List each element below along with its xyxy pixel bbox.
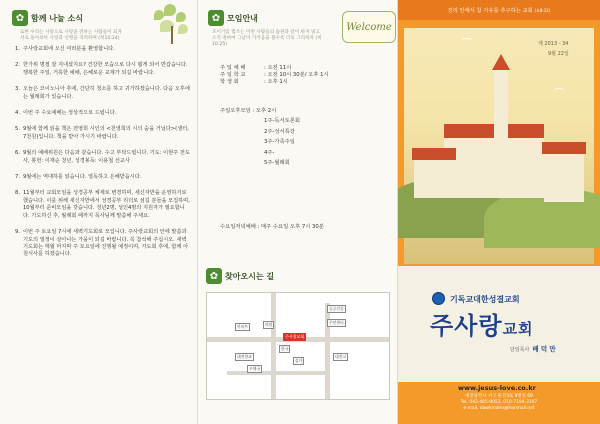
notice-list [12,46,190,268]
afternoon-schedule [220,106,300,168]
map-label: 주민센터 [329,320,344,325]
church-motto: 진리 안에서 참 자유를 추구하는 교회 (요8:32) [447,8,551,14]
email-text: e-mail. dawkmahn@hanmail.net [463,406,535,411]
phone-text: Tel. 042-485-0052, 010-7194-3107 [460,400,538,405]
pastor-info: 담임목사 배 덕 만 [510,345,556,353]
news-title: 함께 나눌 소식 [31,13,83,23]
news-heading [12,10,83,26]
notice-item: 7. 9월에는 역대하를 읽습니다. 열독하고 은혜받읍시다. [15,174,142,181]
cover-panel [398,0,600,424]
afternoon-header: 주일오후모임 : 오후 2시 [220,108,277,114]
leaf-icon: ✿ [206,268,222,284]
map-label: 대전고 [335,354,347,359]
notice-item: 6. 9월의 예배위원은 다음과 같습니다. 수고 부탁드립니다. 기도: 이현주 전도사, 봉헌: 이재순 청년, 성경봉독: 이용철 선교사 [15,150,190,164]
address-text: 대전광역시 서구 둔산3로 9번길 69 [465,394,533,399]
notice-item: 1. 주사랑교회에 오신 여러분을 환영합니다. [15,46,115,52]
meetings-title: 모임안내 [227,13,258,23]
map-label: 공공건물 [329,306,344,311]
welcome-sign: Welcome [342,11,396,43]
church-name: 주사랑교회 [430,312,534,340]
meetings-verse [212,30,336,48]
news-panel [0,0,198,424]
denomination-logo [432,292,445,305]
leaf-icon: ✿ [208,10,224,26]
notice-item: 9. 이번 주 토요일 7시에 새벽기도회로 모입니다. 주사랑교회의 안에 말씀과 기도의 열정이 살아나는 가을이 되길 바랍니다. 꼭 참석해 주십시오. 새벽기도회는 매월 마지막 주 토요일에 진행될 예정이며, 기도회 후에, 함께 아침식사를 하겠습니다. [15,229,189,258]
news-verse-line: 또한 우리는 사랑으로 사랑을 전하는 사람들이 되자 [20,30,122,35]
map-label: 의원 [265,322,273,327]
leaf-icon: ✿ [12,10,28,26]
wednesday-service: 수요일저녁예배 : 매주 수요일 오후 7시 30분 [220,224,324,230]
meetings-heading [208,10,258,26]
service-row: 주 일 학 교 : 오전 10시 30분/ 오후 1시 [220,72,329,79]
afternoon-item: 5주-월례회 [264,160,290,167]
issue-number: 제 2013 - 34 [538,41,569,47]
afternoon-item: 2주-성서특강 [264,128,295,135]
afternoon-item: 4주- [264,149,275,156]
church-map-marker: 주사랑교회 [285,334,305,339]
afternoon-item: 3주-가족주일 [264,139,295,146]
notice-item: 2. 한가위 명절 잘 지내셨지요? 건강한 모습으로 다시 뵙게 되어 반갑습니다. 행복한 주일, 거룩한 예배, 은혜로운 교제가 되길 바랍니다. [15,62,188,76]
denomination-name: 기독교대한성결교회 [450,295,520,304]
service-row: 주 일 예 배 : 오전 11시 [220,65,292,71]
tree-decoration [150,4,194,44]
directions-map [206,292,390,400]
directions-heading [206,268,274,284]
map-label: 대전향교 [237,354,252,359]
village-illustration [404,28,594,264]
meetings-verse-line: 모이기를 힘쓰는 어떤 사람들의 습관과 같이 하지 말고 [212,30,320,35]
website-link[interactable]: www.jesus-love.co.kr [458,384,536,392]
service-times [220,65,329,87]
afternoon-item: 1주-독서토론회 [264,118,300,125]
meetings-verse-line: 오직 권하여 그날이 가까움을 볼수록 더욱 그리하자 (히10:25) [212,36,322,47]
notice-item: 8. 11월부터 교회모임을 성경공부 체제로 변경하며, 새신자반을 운영하기로 했습니다. 이를 위해 새신자반에서 성경공부 리더로 섬길 분들을 모집하며, 10월부터 준비모임을 갖습니다. 청년2명, 성인4명의 지원자가 필요합니다. 기도하신 후, 월례회 때까지 목사님께 말씀해 주세요. [15,190,190,219]
map-label: 한국 [281,346,289,351]
directions-title: 찾아오시는 길 [225,271,275,281]
notice-item: 5. 9월에 함께 읽을 책은 전영희 시인의 <천영희의 시의 숨을 거닐다>(샘터, 7천원)입니다. 책을 받아 가시기 바랍니다. [15,126,189,140]
issue-date: 9월 22일 [548,51,569,57]
contact-info [418,394,580,412]
map-label: 우체국 [249,366,261,371]
notice-item: 3. 오늘은 코이노니아 후에, 간단히 청소를 하고 귀가하겠습니다. 다음 오후에는 월례회가 있습니다. [15,86,190,100]
news-verse [20,30,150,42]
news-verse-line: 서로 돌아보아 사랑과 선행을 격려하며 (히10:24) [20,36,120,41]
map-label: 상가 [295,358,303,363]
service-row: 학 생 회 : 오후 1시 [220,79,288,86]
map-label: 아파트 [237,324,249,329]
notice-item: 4. 이번 주 수요예배는 정상적으로 드립니다. [15,110,117,117]
